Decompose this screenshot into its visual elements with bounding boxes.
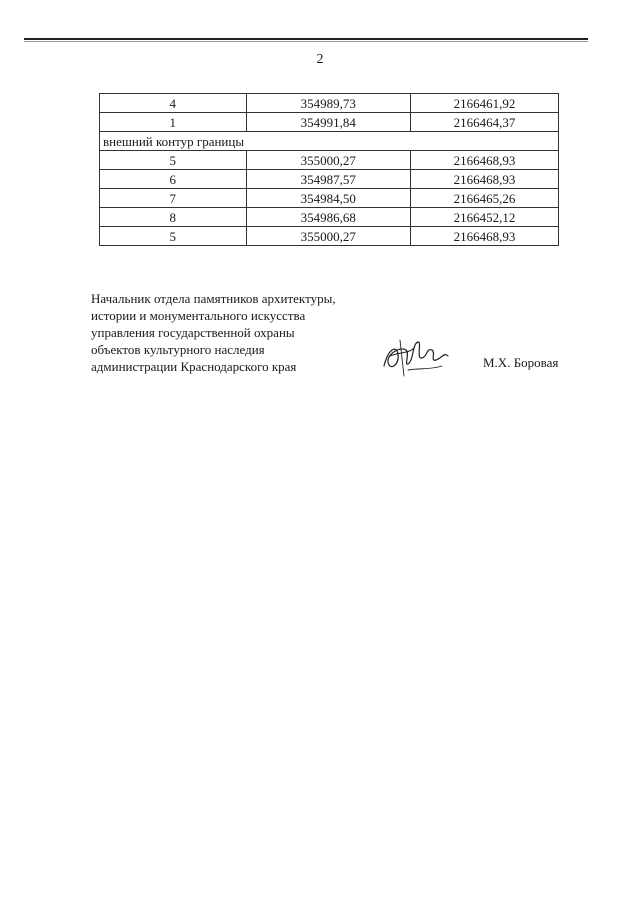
- coord-y: 2166468,93: [410, 170, 558, 189]
- page-number: 2: [316, 52, 324, 67]
- coord-x: 354991,84: [246, 113, 410, 132]
- point-number: 8: [100, 208, 247, 227]
- coordinates-table: [99, 93, 559, 246]
- coord-y: 2166461,92: [410, 94, 558, 113]
- coord-x: 355000,27: [246, 151, 410, 170]
- table-row: [100, 189, 559, 208]
- top-rule: [24, 38, 588, 40]
- point-number: 1: [100, 113, 247, 132]
- coord-y: 2166468,93: [410, 227, 558, 246]
- coord-x: 354984,50: [246, 189, 410, 208]
- signatory-title: [91, 290, 336, 375]
- point-number: 5: [100, 227, 247, 246]
- signatory-title-line: управления государственной охраны: [91, 325, 295, 340]
- coord-x: 355000,27: [246, 227, 410, 246]
- table-row: [100, 113, 559, 132]
- coord-x: 354989,73: [246, 94, 410, 113]
- signatory-title-line: Начальник отдела памятников архитектуры,: [91, 291, 336, 306]
- table-row: [100, 227, 559, 246]
- point-number: 7: [100, 189, 247, 208]
- coord-y: 2166465,26: [410, 189, 558, 208]
- coord-x: 354987,57: [246, 170, 410, 189]
- coord-y: 2166452,12: [410, 208, 558, 227]
- point-number: 4: [100, 94, 247, 113]
- section-row: [100, 132, 559, 151]
- signatory-title-line: истории и монументального искусства: [91, 308, 306, 323]
- handwritten-signature: [378, 336, 458, 380]
- table-row: [100, 94, 559, 113]
- point-number: 5: [100, 151, 247, 170]
- point-number: 6: [100, 170, 247, 189]
- coord-x: 354986,68: [246, 208, 410, 227]
- table-row: [100, 208, 559, 227]
- table-row: [100, 151, 559, 170]
- table-row: [100, 170, 559, 189]
- coord-y: 2166468,93: [410, 151, 558, 170]
- section-label: внешний контур границы: [100, 132, 559, 151]
- signatory-title-line: администрации Краснодарского края: [91, 359, 297, 374]
- coord-y: 2166464,37: [410, 113, 558, 132]
- signatory-title-line: объектов культурного наследия: [91, 342, 265, 357]
- signer-name: М.Х. Боровая: [483, 355, 559, 370]
